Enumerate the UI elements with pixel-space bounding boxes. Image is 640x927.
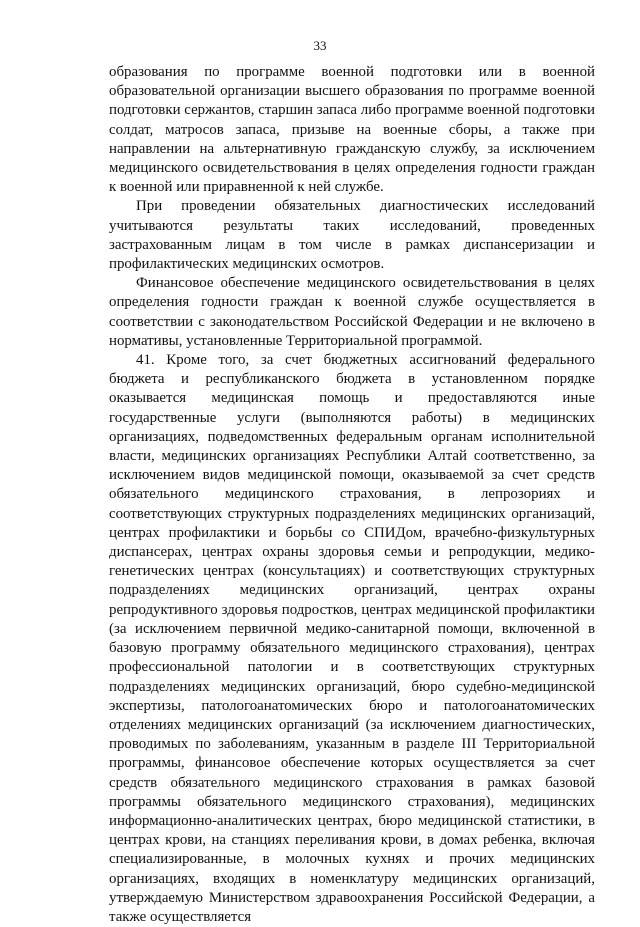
page-number: 33 [313,38,327,53]
paragraph-3: Финансовое обеспечение медицинского освидетельствования в целях определения годности граждан к военной службе осуществляется в соответствии с законодательством Российской Федерации и не включено в нормативы, установленные Территориальной программой. [109,275,595,349]
paragraph-2: При проведении обязательных диагностических исследований учитываются результаты таких исследований, проведенных застрахованным лицам в том числе в рамках диспансеризации и профилактических медицинских осмотров. [109,198,595,273]
document-body [109,63,595,927]
paragraph-4: 41. Кроме того, за счет бюджетных ассигнований федерального бюджета и республиканского бюджета в установленном порядке оказывается медицинская помощь и предоставляются иные государственные услуги (выполняются работы) в медицинских организациях, подведомственных федеральным органам исполнительной власти, медицинских организациях Республики Алтай соответственно, за исключением видов медицинской помощи, оказываемой за счет средств обязательного медицинского страхования, в лепрозориях и соответствующих структурных подразделениях медицинских организаций, центрах профилактики и борьбы со СПИДом, врачебно-физкультурных диспансерах, центрах охраны здоровья семьи и репродукции, медико-генетических центрах (консультациях) и соответствующих структурных подразделениях медицинских организаций, центрах охраны репродуктивного здоровья подростков, центрах медицинской профилактики (за исключением первичной медико-санитарной помощи, включенной в базовую программу обязательного медицинского страхования), центрах профессиональной патологии и в соответствующих структурных подразделениях медицинских организаций, бюро судебно-медицинской экспертизы, патологоанатомических бюро и патологоанатомических отделениях медицинских организаций (за исключением диагностических, проводимых по заболеваниям, указанным в разделе III Территориальной программы, финансовое обеспечение которых осуществляется за счет средств обязательного медицинского страхования в рамках базовой программы обязательного медицинского страхования), медицинских информационно-аналитических центрах, бюро медицинской статистики, в центрах крови, на станциях переливания крови, в домах ребенка, включая специализированные, в молочных кухнях и прочих медицинских организациях, входящих в номенклатуру медицинских организаций, утверждаемую Министерством здравоохранения Российской Федерации, а также осуществляется [109,352,595,925]
paragraph-1: образования по программе военной подготовки или в военной образовательной организации высшего образования по программе военной подготовки сержантов, старшин запаса либо программе военной подготовки солдат, матросов запаса, призыве на военные сборы, а также при направлении на альтернативную гражданскую службу, за исключением медицинского освидетельствования в целях определения годности граждан к военной или приравненной к ней службе. [109,64,595,196]
